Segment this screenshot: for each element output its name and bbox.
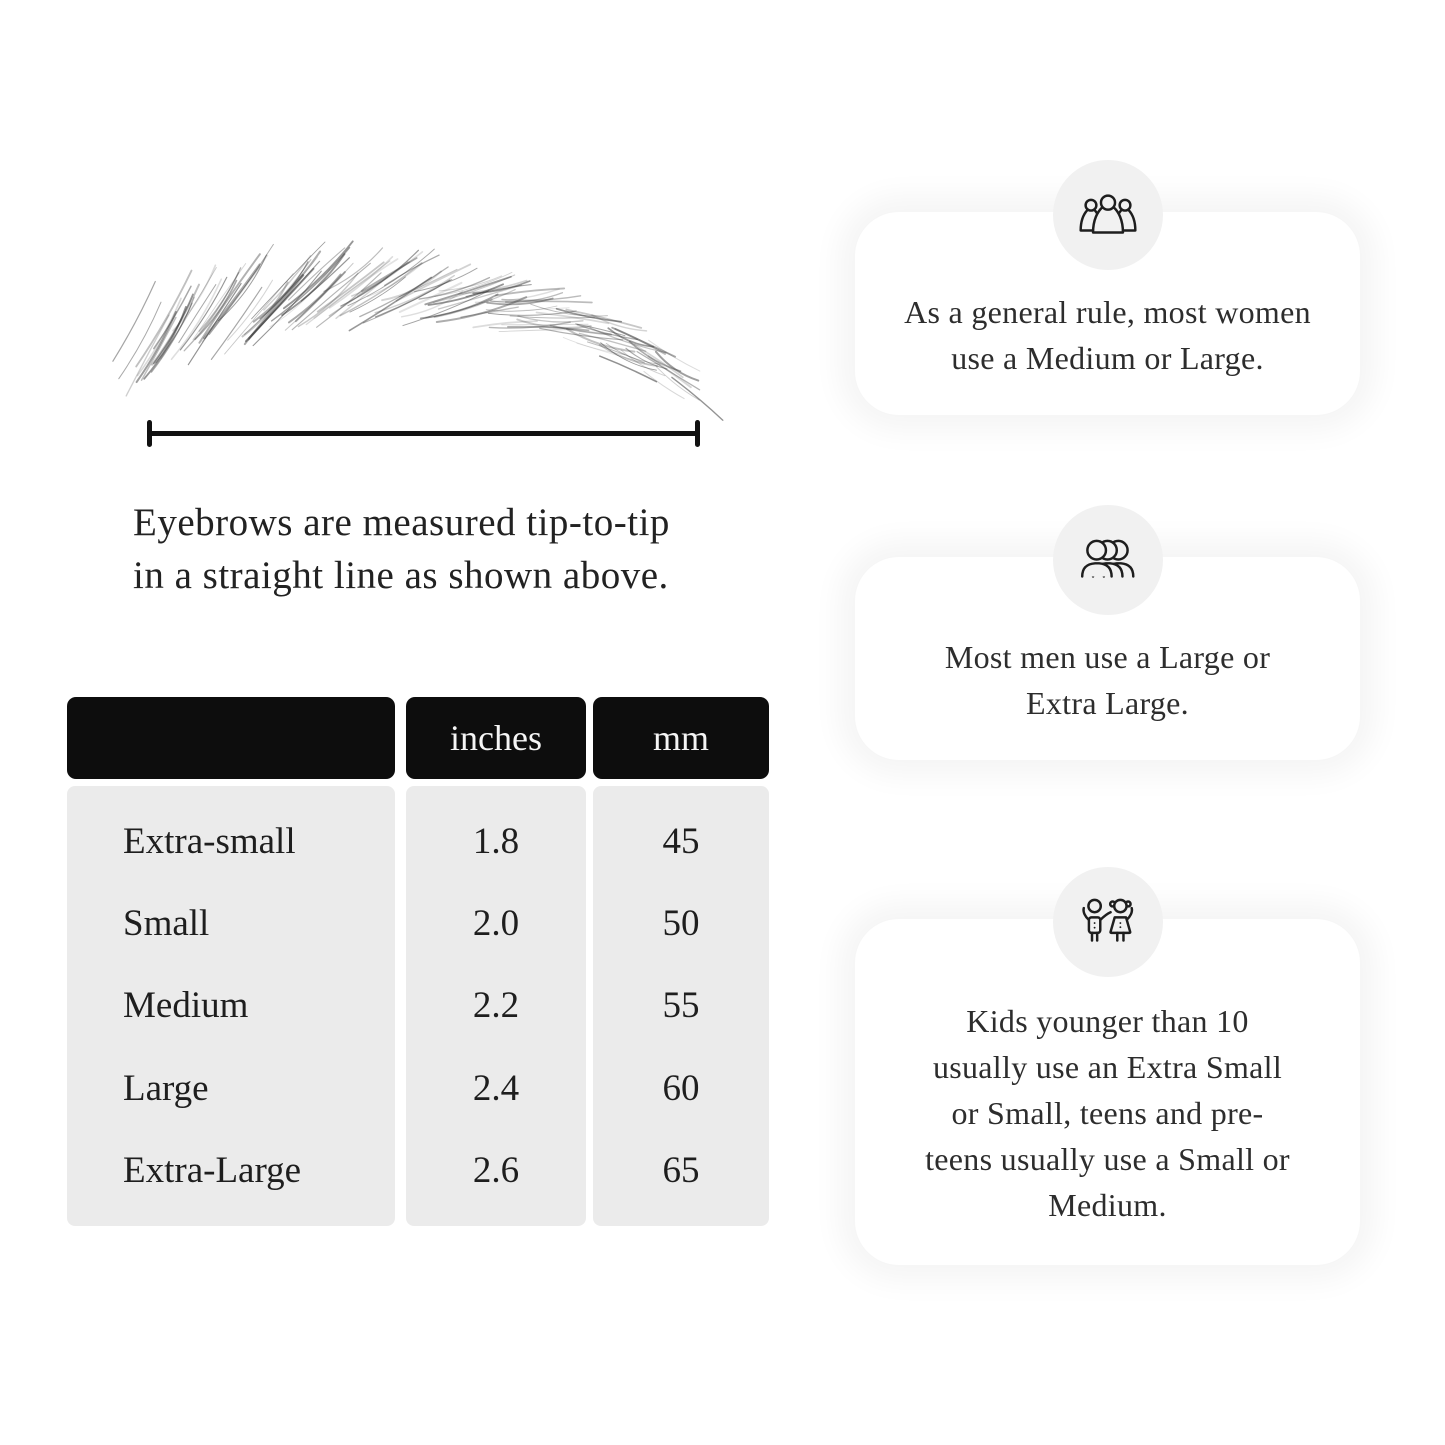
table-cell-inches: 2.2 — [472, 985, 520, 1027]
measurement-line — [147, 420, 700, 447]
table-header-size — [67, 697, 395, 779]
caption-line-1: Eyebrows are measured tip-to-tip — [133, 501, 670, 544]
table-cell-mm: 55 — [662, 985, 700, 1027]
eyebrow-illustration — [110, 228, 710, 408]
table-column-mm — [593, 786, 769, 1226]
table-cell-size: Medium — [123, 985, 249, 1027]
table-cell-size: Large — [123, 1067, 209, 1109]
table-cell-mm: 60 — [662, 1067, 700, 1109]
measurement-line-bar — [147, 431, 700, 436]
children-icon — [1075, 895, 1141, 949]
card-text: Kids younger than 10 usually use an Extra Small or Small, teens and pre-teens usually use a Small or Medium. — [925, 1003, 1290, 1223]
table-cell-inches: 2.4 — [472, 1067, 520, 1109]
table-cell-size: Small — [123, 903, 210, 945]
table-header-mm: mm — [593, 697, 769, 779]
card-text: Most men use a Large or Extra Large. — [944, 638, 1271, 721]
table-cell-size: Extra-Large — [123, 1150, 302, 1192]
table-cell-mm: 65 — [662, 1150, 700, 1192]
card-icon-badge — [1053, 867, 1163, 977]
table-cell-size: Extra-small — [123, 820, 296, 862]
caption-line-2: in a straight line as shown above. — [133, 554, 669, 597]
table-column-size — [67, 786, 395, 1226]
table-cell-mm: 50 — [662, 903, 700, 945]
measurement-caption — [133, 496, 670, 602]
women-group-icon — [1075, 190, 1141, 240]
card-icon-badge — [1053, 505, 1163, 615]
table-column-inches — [406, 786, 586, 1226]
table-cell-mm: 45 — [662, 820, 700, 862]
table-cell-inches: 2.0 — [472, 903, 520, 945]
card-text: As a general rule, most women use a Medium or Large. — [904, 293, 1311, 376]
table-cell-inches: 1.8 — [472, 820, 520, 862]
table-header-inches: inches — [406, 697, 586, 779]
table-cell-inches: 2.6 — [472, 1150, 520, 1192]
card-icon-badge — [1053, 160, 1163, 270]
measurement-line-right-cap — [695, 420, 700, 447]
info-card-kids — [855, 919, 1360, 1265]
size-table — [67, 697, 769, 1226]
info-card-women — [855, 212, 1360, 415]
men-group-icon — [1075, 535, 1141, 585]
info-card-men — [855, 557, 1360, 760]
